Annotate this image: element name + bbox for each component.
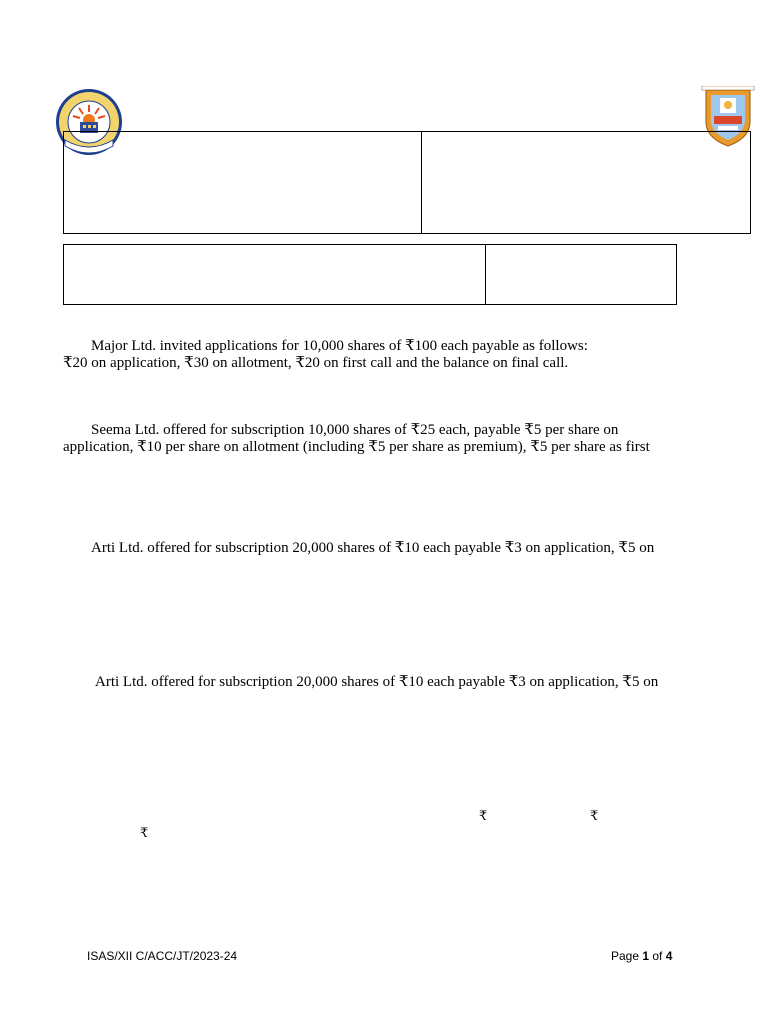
document-code: ISAS/XII C/ACC/JT/2023-24 xyxy=(87,949,238,963)
rupee-symbol: ₹ xyxy=(140,825,149,840)
rupee-symbol: ₹ xyxy=(479,808,488,823)
page-total: 4 xyxy=(665,949,673,963)
page-current: 1 xyxy=(642,949,650,963)
page-prefix: Page xyxy=(611,949,643,963)
page-of: of xyxy=(649,949,666,963)
page-number xyxy=(611,949,672,963)
question-2-line-1: Seema Ltd. offered for subscription 10,000 shares of ₹25 each, payable ₹5 per share on xyxy=(91,422,619,438)
rupee-symbol: ₹ xyxy=(590,808,599,823)
info-box-left xyxy=(63,244,486,305)
info-box-right xyxy=(485,244,677,305)
question-4-line-1: Arti Ltd. offered for subscription 20,000 shares of ₹10 each payable ₹3 on application, ₹5 on xyxy=(95,674,659,690)
question-1-line-1: Major Ltd. invited applications for 10,000 shares of ₹100 each payable as follows: xyxy=(91,338,588,354)
header-box-right xyxy=(421,131,751,234)
question-3-line-1: Arti Ltd. offered for subscription 20,000 shares of ₹10 each payable ₹3 on application, ₹5 on xyxy=(91,540,655,556)
header-box-left xyxy=(63,131,422,234)
question-1-line-2: ₹20 on application, ₹30 on allotment, ₹20 on first call and the balance on final call. xyxy=(63,355,569,371)
question-2-line-2: application, ₹10 per share on allotment (including ₹5 per share as premium), ₹5 per share as first xyxy=(63,439,650,455)
